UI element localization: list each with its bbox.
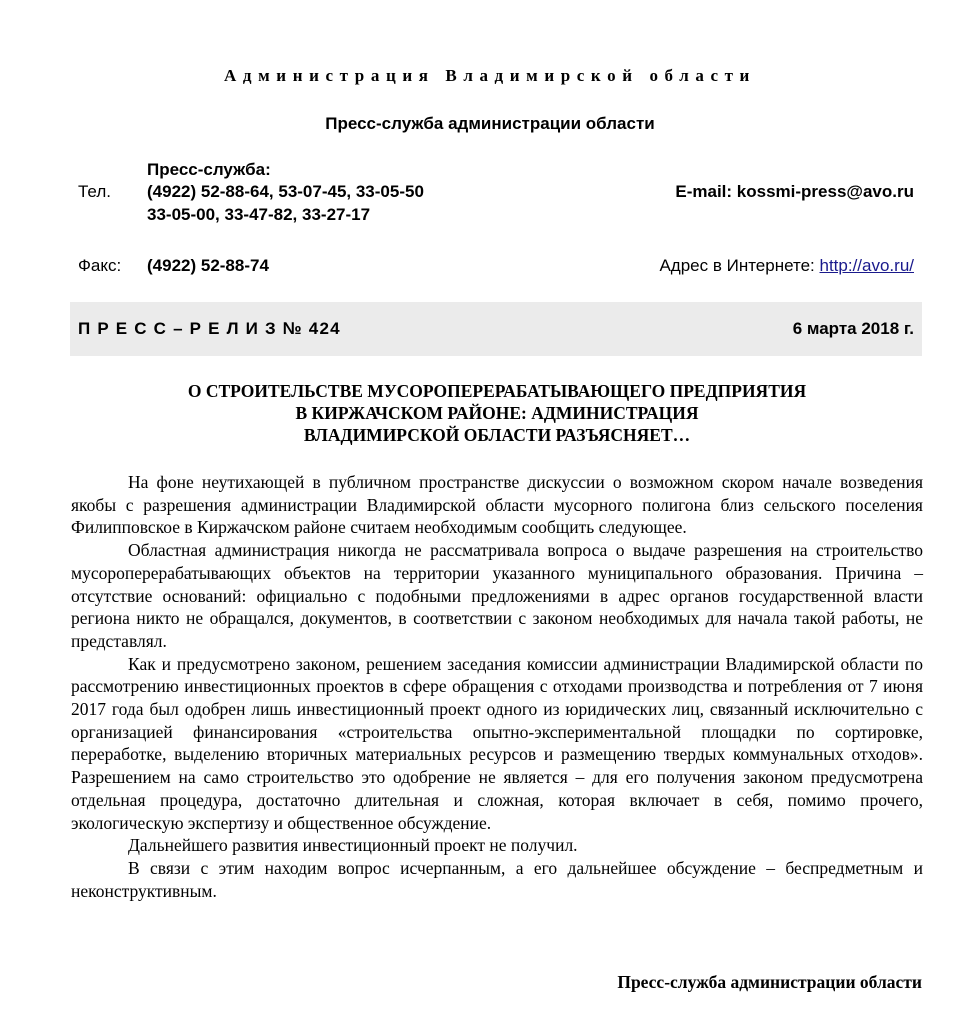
department-title: Пресс-служба администрации области xyxy=(325,114,655,133)
headline-line-2: В КИРЖАЧСКОМ РАЙОНЕ: АДМИНИСТРАЦИЯ xyxy=(295,403,699,423)
release-date: 6 марта 2018 г. xyxy=(792,319,914,338)
paragraph: Дальнейшего развития инвестиционный проект не получил. xyxy=(128,835,578,856)
paragraph: В связи с этим находим вопрос исчерпанным, а его дальнейшее обсуждение – беспредметным и неконструктивным. xyxy=(71,857,923,901)
phone-label: Тел. xyxy=(78,182,111,201)
fax-label: Факс: xyxy=(78,256,122,275)
paragraph: Областная администрация никогда не рассматривала вопроса о выдаче разрешения на строительство мусороперерабатывающих объектов на территории указанного муниципального образования. Причина – отсутствие оснований: официально с подобными предложениями в адрес органов государственной власти региона никто не обращался, документов, в соответствии с законом необходимых для начала такой работы, не представлял. xyxy=(71,540,923,651)
release-number: П Р Е С С – Р Е Л И З № 424 xyxy=(78,319,341,338)
website-link[interactable]: http://avo.ru/ xyxy=(819,256,914,275)
headline-line-1: О СТРОИТЕЛЬСТВЕ МУСОРОПЕРЕРАБАТЫВАЮЩЕГО ПРЕДПРИЯТИЯ xyxy=(187,381,807,401)
phone-numbers-line1: (4922) 52-88-64, 53-07-45, 33-05-50 xyxy=(147,182,424,201)
paragraph: На фоне неутихающей в публичном пространстве дискуссии о возможном скором начале возведения якобы с разрешения администрации Владимирской области мусорного полигона близ сельского поселения Филипповское в Киржачском районе считаем необходимым сообщить следующее. xyxy=(71,472,923,538)
signature: Пресс-служба администрации области xyxy=(617,972,922,992)
paragraph: Как и предусмотрено законом, решением заседания комиссии администрации Владимирской области по рассмотрению инвестиционных проектов в сфере обращения с отходами производства и потребления от 7 июня 2017 года был одобрен лишь инвестиционный проект одного из юридических лиц, связанный исключительно с организацией финансирования «строительства опытно-экспериментальной площадки по сортировке, переработке, выделению вторичных материальных ресурсов и размещению твердых коммунальных отходов». Разрешением на само строительство это одобрение не является – для его получения законом предусмотрена отдельная процедура, достаточно длительная и сложная, которая включает в себя, помимо прочего, экологическую экспертизу и общественное обсуждение. xyxy=(71,653,923,833)
website-line xyxy=(659,256,914,276)
organization-title: Администрация Владимирской области xyxy=(224,66,756,85)
fax-number: (4922) 52-88-74 xyxy=(147,256,269,275)
press-service-label: Пресс-служба: xyxy=(147,160,271,179)
website-label: Адрес в Интернете: xyxy=(659,256,815,275)
headline xyxy=(0,380,980,446)
email-address[interactable]: E-mail: kossmi-press@avo.ru xyxy=(675,182,914,201)
release-body xyxy=(71,471,923,902)
headline-line-3: ВЛАДИМИРСКОЙ ОБЛАСТИ РАЗЪЯСНЯЕТ… xyxy=(303,425,691,445)
phone-numbers-line2: 33-05-00, 33-47-82, 33-27-17 xyxy=(147,205,371,224)
